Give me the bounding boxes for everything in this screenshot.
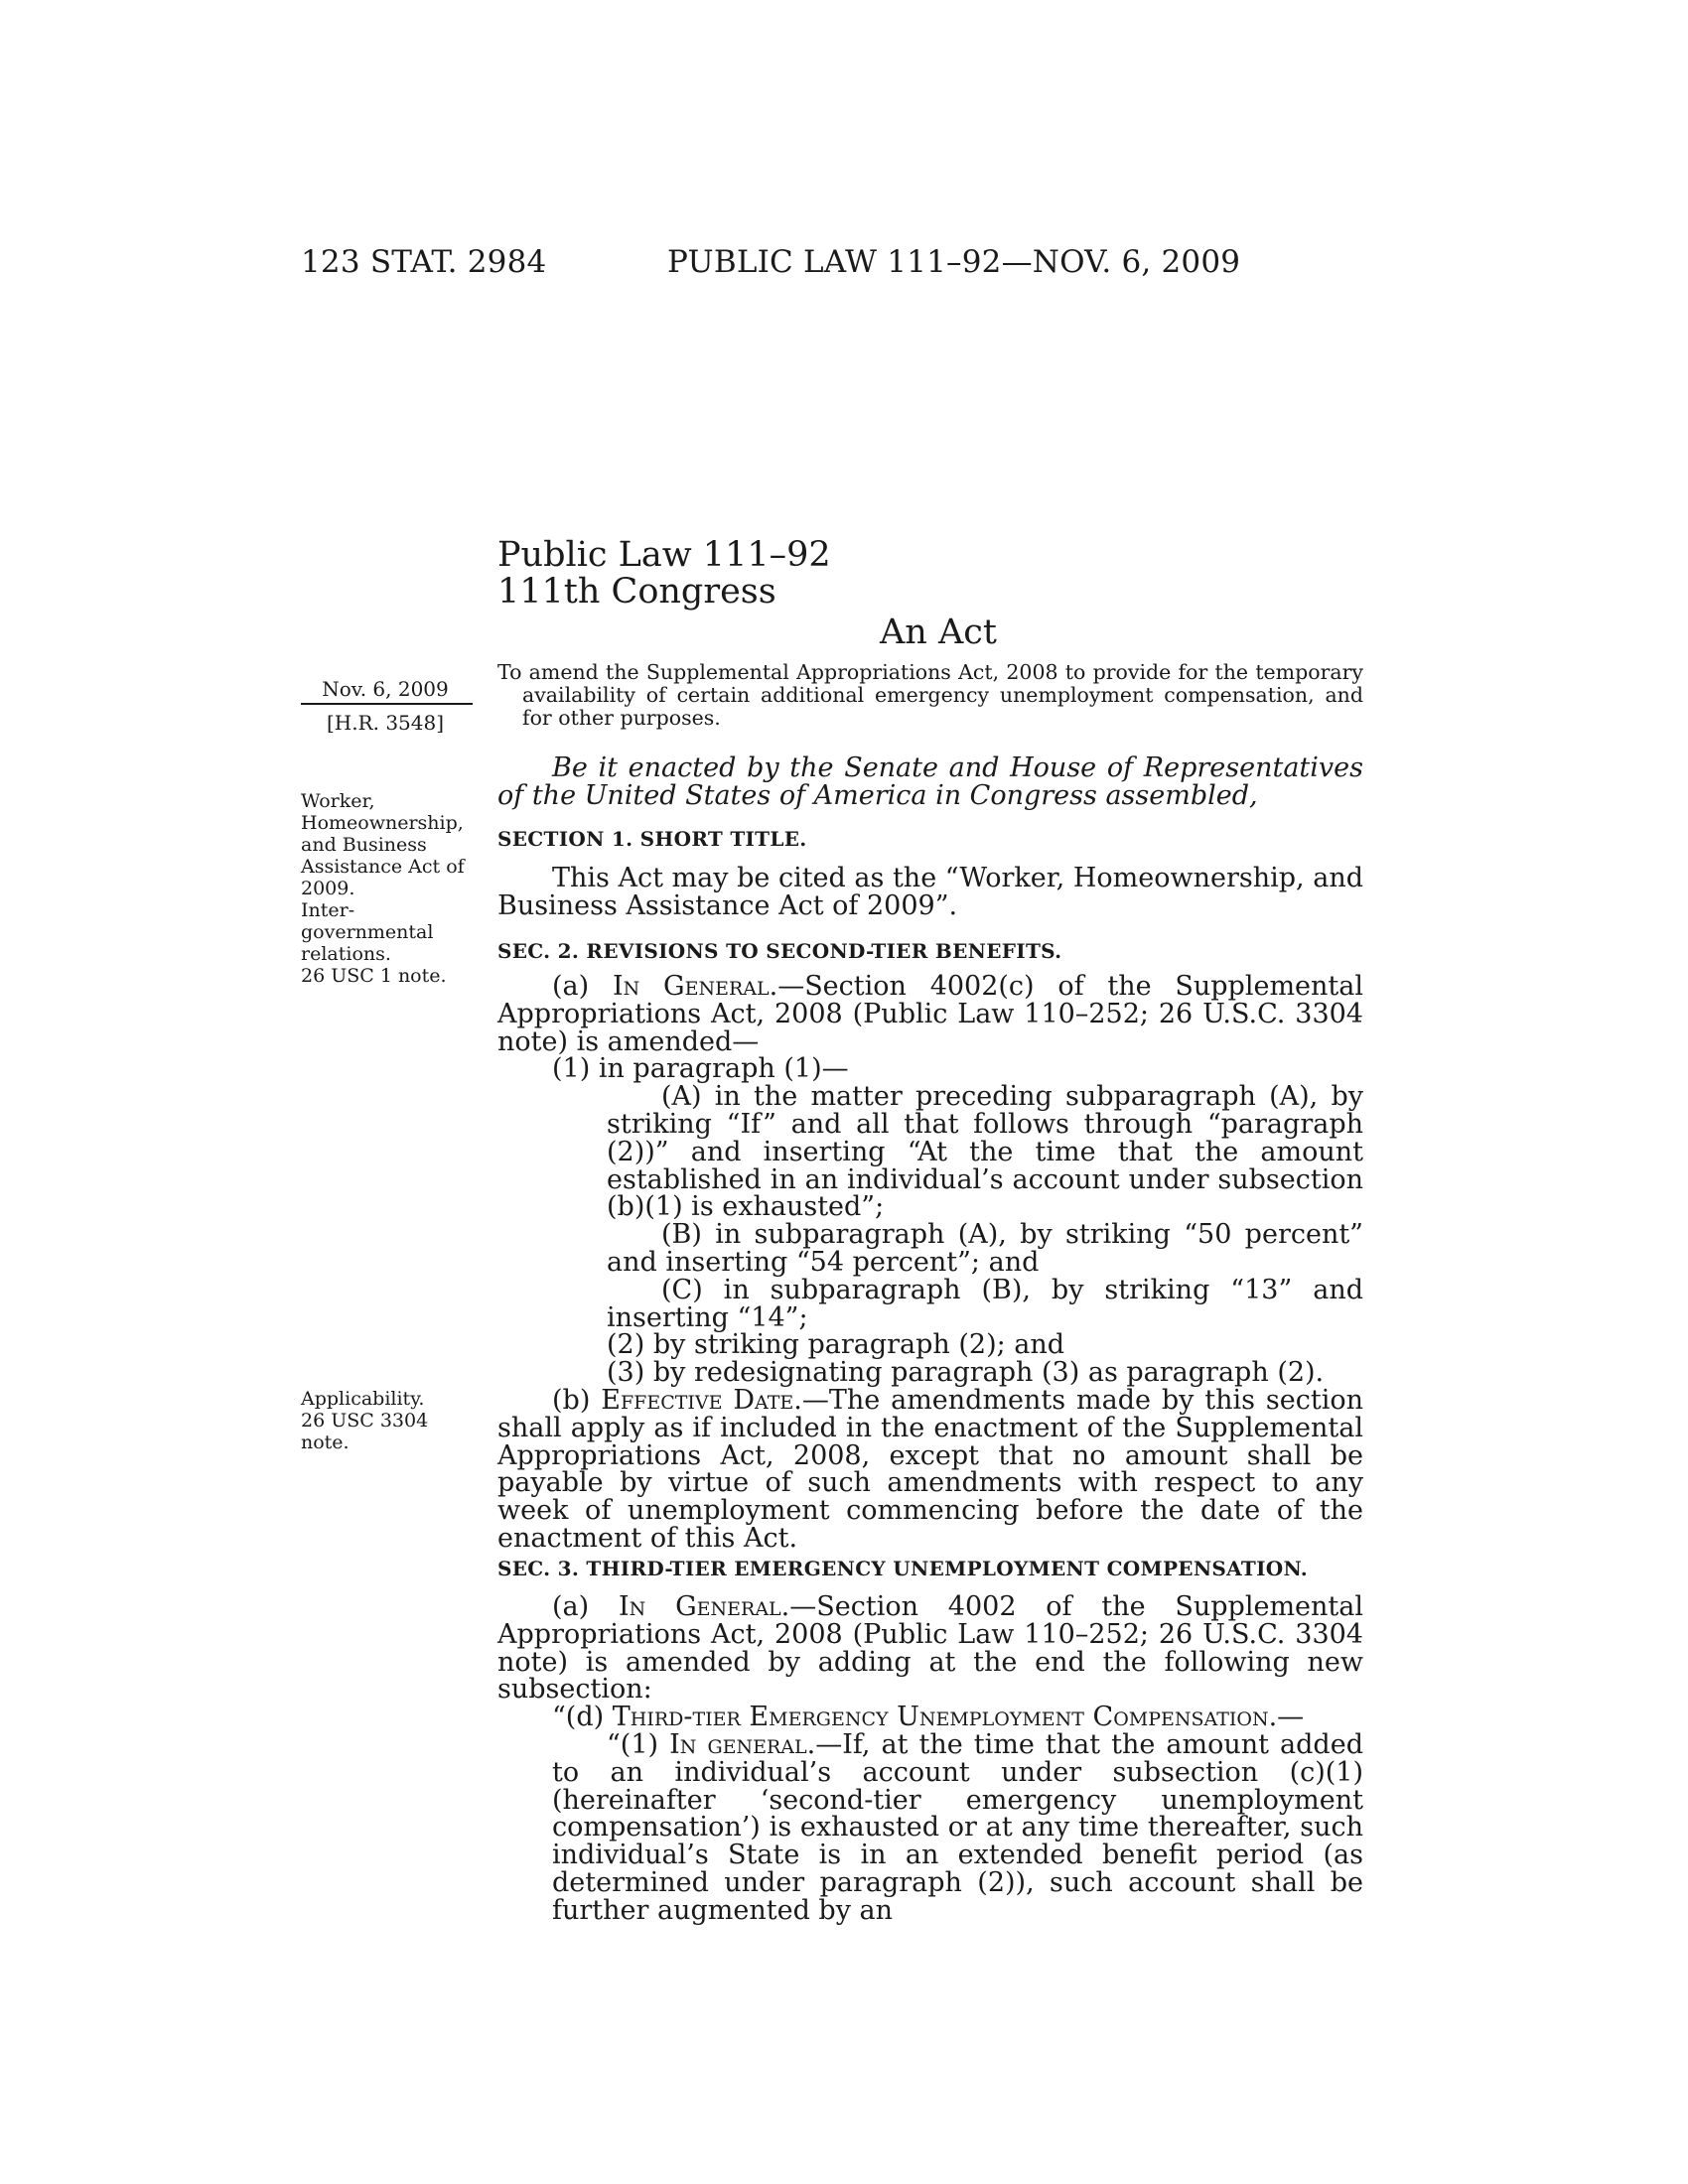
congress-number: 111th Congress [497, 572, 776, 612]
act-heading: An Act [880, 613, 997, 652]
subparagraph-b: (B) in subparagraph (A), by striking “50 percent” and inserting “54 percent”; and [607, 1219, 1363, 1278]
enacting-clause: Be it enacted by the Senate and House of Representatives of the United States of America in Congress assembled, [497, 752, 1363, 811]
enactment-date: Nov. 6, 2009 [322, 677, 449, 701]
page-stat-reference: 123 STAT. 2984 [301, 244, 547, 280]
margin-note-short-title: Worker, Homeownership, and Business Assistance Act of 2009. Inter- governmental relations. 26 USC 1 note. [301, 790, 465, 987]
margin-note-applicability: Applicability. 26 USC 3304 note. [301, 1388, 429, 1453]
public-law-number: Public Law 111–92 [497, 535, 831, 575]
section-3-subsection-a: (a) In General.—Section 4002 of the Supplemental Appropriations Act, 2008 (Public Law 110–252; 26 U.S.C. 3304 note) is amended by adding at the end the following new subsection: [497, 1591, 1364, 1706]
running-head: PUBLIC LAW 111–92—NOV. 6, 2009 [667, 244, 1241, 280]
paragraph-1: (1) in paragraph (1)— [552, 1053, 849, 1085]
section-2-subsection-b: (b) Effective Date.—The amendments made by this section shall apply as if included in the enactment of the Supplemental Appropriations Act, 2008, except that no amount shall be payable by virtue of such amendments with respect to any week of unemployment commencing before the date of the enactment of this Act. [497, 1384, 1363, 1554]
new-paragraph-1: “(1) In general.—If, at the time that the amount added to an individual’s account under subsection (c)(1) (hereinafter ‘second-tier emergency unemployment compensation’) is exhausted or at any time thereafter, such individual’s State is in an extended benefit period (as determined under paragraph (2)), such account shall be further augmented by an [552, 1728, 1363, 1926]
section-1-heading: SECTION 1. SHORT TITLE. [497, 827, 807, 851]
subparagraph-a: (A) in the matter preceding subparagraph (A), by striking “If” and all that follows through “paragraph (2))” and inserting “At the time that the amount established in an individual’s account under subsection (b)(1) is exhausted”; [607, 1081, 1363, 1223]
section-3-body [497, 1593, 1363, 1925]
section-3-heading: SEC. 3. THIRD-TIER EMERGENCY UNEMPLOYMENT COMPENSATION. [497, 1557, 1309, 1580]
paragraph-2: (2) by striking paragraph (2); and [607, 1329, 1065, 1361]
paragraph-3: (3) by redesignating paragraph (3) as paragraph (2). [607, 1357, 1325, 1389]
bill-number: [H.R. 3548] [326, 711, 445, 735]
section-2-subsection-a: (a) In General.—Section 4002(c) of the Supplemental Appropriations Act, 2008 (Public Law 110–252; 26 U.S.C. 3304 note) is amended— [497, 971, 1364, 1057]
section-2-body [497, 973, 1363, 1553]
section-1-text: This Act may be cited as the “Worker, Homeownership, and Business Assistance Act of 2009”. [497, 863, 1363, 921]
subparagraph-c: (C) in subparagraph (B), by striking “13” and inserting “14”; [607, 1274, 1363, 1333]
margin-rule [301, 703, 473, 705]
new-subsection-d: “(d) Third-tier Emergency Unemployment Compensation.— [552, 1702, 1305, 1733]
section-2-heading: SEC. 2. REVISIONS TO SECOND-TIER BENEFITS. [497, 939, 1062, 963]
purpose-block: To amend the Supplemental Appropriations Act, 2008 to provide for the temporary availability of certain additional emergency unemployment compensation, and for other purposes. [497, 660, 1363, 730]
